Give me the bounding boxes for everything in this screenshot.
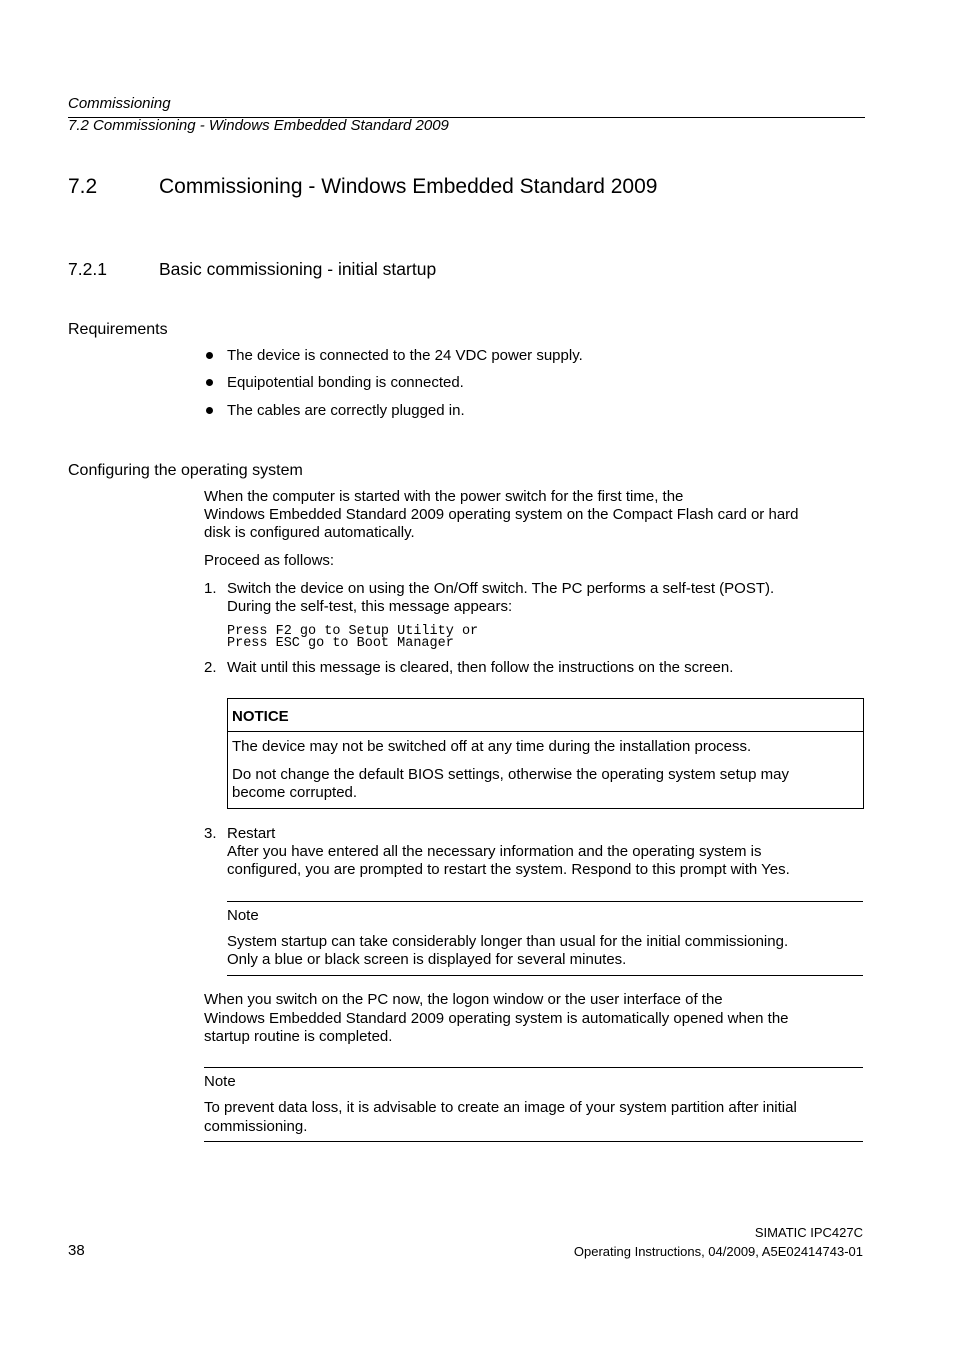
notice-line3: become corrupted. xyxy=(232,784,358,801)
running-header-chapter: Commissioning xyxy=(68,95,171,112)
step3-emphasis: Yes xyxy=(761,861,786,878)
footer-doc: Operating Instructions, 04/2009, A5E02414743-01 xyxy=(573,1244,863,1259)
step3-line2 xyxy=(227,861,790,879)
notice-line1: The device may not be switched off at any time during the installation process. xyxy=(232,738,752,755)
step2-number: 2. xyxy=(204,659,217,676)
config-intro-text: When the computer is started with the power switch for the xyxy=(204,488,598,505)
bullet-icon xyxy=(206,352,213,359)
bullet-icon xyxy=(206,379,213,386)
note2-bottom-rule xyxy=(204,1141,863,1142)
heading1-title: Commissioning - Windows Embedded Standard 2009 xyxy=(159,175,658,198)
step1-number: 1. xyxy=(204,580,217,597)
requirements-title: Requirements xyxy=(68,321,168,338)
note1-bottom-rule xyxy=(227,975,863,976)
code-line1: Press F2 go to Setup Utility or xyxy=(227,624,479,639)
bullet-icon xyxy=(206,407,213,414)
step3-title: Restart xyxy=(227,825,276,842)
config-intro-line1 xyxy=(204,488,683,506)
notice-emphasis: Do not xyxy=(232,766,277,783)
note1-line2: Only a blue or black screen is displayed for several minutes. xyxy=(227,951,627,968)
code-line2: Press ESC go to Boot Manager xyxy=(227,636,454,651)
requirement-item: The device is connected to the 24 VDC power supply. xyxy=(227,347,583,364)
page-number: 38 xyxy=(68,1242,85,1259)
step3-text: . xyxy=(785,861,790,878)
step3-line1: After you have entered all the necessary information and the operating system is xyxy=(227,843,762,860)
config-intro-emphasis: first xyxy=(597,488,622,505)
note2-top-rule xyxy=(204,1067,863,1068)
heading1-number: 7.2 xyxy=(68,175,98,198)
proceed-text: Proceed as follows: xyxy=(204,552,335,569)
notice-line2 xyxy=(232,766,789,784)
after-line2: Windows Embedded Standard 2009 operating system is automatically opened when the xyxy=(204,1010,789,1027)
step3-text: configured, you are prompted to restart the system. Respond to this prompt with xyxy=(227,861,762,878)
config-intro-text: time, the xyxy=(621,488,684,505)
requirement-item: Equipotential bonding is connected. xyxy=(227,374,464,391)
config-intro-line2: Windows Embedded Standard 2009 operating system on the Compact Flash card or hard xyxy=(204,506,799,523)
step2-text: Wait until this message is cleared, then follow the instructions on the screen. xyxy=(227,659,734,676)
notice-title: NOTICE xyxy=(232,708,289,725)
footer-product: SIMATIC IPC427C xyxy=(754,1225,863,1240)
notice-divider xyxy=(228,731,863,732)
note2-line2: commissioning. xyxy=(204,1118,308,1135)
config-intro-line3: disk is configured automatically. xyxy=(204,524,415,541)
running-header-section: 7.2 Commissioning - Windows Embedded Standard 2009 xyxy=(68,117,449,134)
requirement-item: The cables are correctly plugged in. xyxy=(227,402,465,419)
note1-line1: System startup can take considerably longer than usual for the initial commissioning. xyxy=(227,933,789,950)
step1-line2: During the self-test, this message appears: xyxy=(227,598,513,615)
after-line1: When you switch on the PC now, the logon window or the user interface of the xyxy=(204,991,723,1008)
config-title: Configuring the operating system xyxy=(68,462,303,479)
after-line3: startup routine is completed. xyxy=(204,1028,393,1045)
note1-top-rule xyxy=(227,901,863,902)
notice-text: change the default BIOS settings, otherwise the operating system setup may xyxy=(276,766,789,783)
note2-title: Note xyxy=(204,1073,236,1090)
note1-title: Note xyxy=(227,907,259,924)
step1-line1: Switch the device on using the On/Off switch. The PC performs a self-test (POST). xyxy=(227,580,775,597)
step3-number: 3. xyxy=(204,825,217,842)
heading2-title: Basic commissioning - initial startup xyxy=(159,259,437,279)
heading2-number: 7.2.1 xyxy=(68,259,107,279)
note2-line1: To prevent data loss, it is advisable to create an image of your system partition after initial xyxy=(204,1099,797,1116)
